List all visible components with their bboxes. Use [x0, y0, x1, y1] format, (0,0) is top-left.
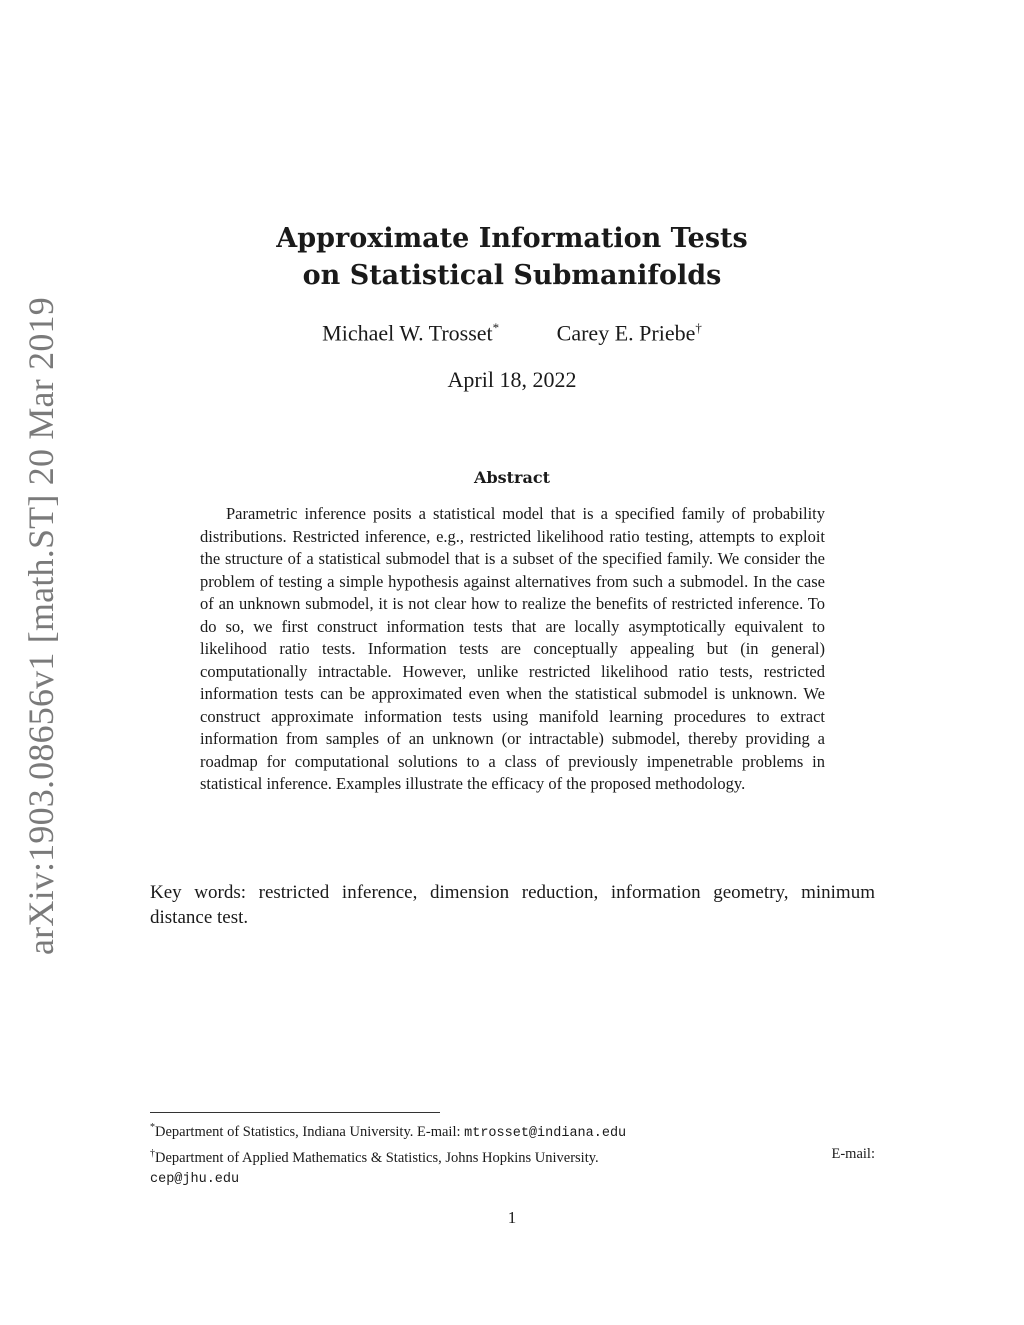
title-line-1: Approximate Information Tests	[276, 223, 748, 254]
title-line-2: on Statistical Submanifolds	[302, 260, 722, 291]
page-number: 1	[507, 1208, 517, 1227]
keywords: Key words: restricted inference, dimension reduction, information geometry, minimum distance test.	[150, 882, 875, 928]
abstract-heading: Abstract	[474, 468, 550, 487]
arxiv-stamp: arXiv:1903.08656v1 [math.ST] 20 Mar 2019	[21, 297, 61, 955]
author-name: Carey E. Priebe	[556, 320, 696, 346]
paper-date: April 18, 2022	[447, 367, 577, 392]
author-footnote-mark: *	[492, 320, 500, 335]
author-list	[0, 320, 1024, 346]
author-name: Michael W. Trosset	[322, 320, 493, 346]
footnote-mark: †	[150, 1147, 155, 1159]
author-2	[557, 320, 702, 346]
footnote-text: Department of Statistics, Indiana University. E-mail:	[155, 1123, 465, 1140]
abstract-body: Parametric inference posits a statistical model that is a specified family of probability distributions. Restricted inference, e.g., restricted likelihood ratio testing, attempts to exploit the structure of a statistical submodel that is a subset of the specified family. We consider the problem of testing a simple hypothesis against alternatives from such a submodel. In the case of an unknown submodel, it is not clear how to realize the benefits of restricted inference. To do so, we first construct information tests that are locally asymptotically equivalent to likelihood ratio tests. Information tests are conceptually appealing but (in general) computationally intractable. However, unlike restricted likelihood ratio tests, restricted information tests can be approximated even when the statistical submodel is unknown. We construct approximate information tests using manifold learning procedures to extract information from samples of an unknown (or intractable) submodel, thereby providing a roadmap for computational solutions to a class of previously impenetrable problems in statistical inference. Examples illustrate the efficacy of the proposed methodology.	[200, 504, 825, 793]
author-1	[322, 320, 499, 346]
author-footnote-mark: †	[695, 320, 702, 335]
footnote-2	[150, 1144, 875, 1190]
footnote-1	[150, 1118, 875, 1144]
footnote-email-label: E-mail:	[831, 1145, 875, 1162]
footnote-email[interactable]: mtrosset@indiana.edu	[464, 1125, 627, 1141]
footnote-rule	[150, 1112, 440, 1113]
paper-title	[0, 220, 1024, 294]
footnote-mark: *	[150, 1122, 155, 1133]
footnote-text: Department of Applied Mathematics & Statistics, Johns Hopkins University.	[155, 1149, 599, 1166]
footnotes	[150, 1118, 875, 1190]
footnote-email[interactable]: cep@jhu.edu	[150, 1171, 240, 1187]
